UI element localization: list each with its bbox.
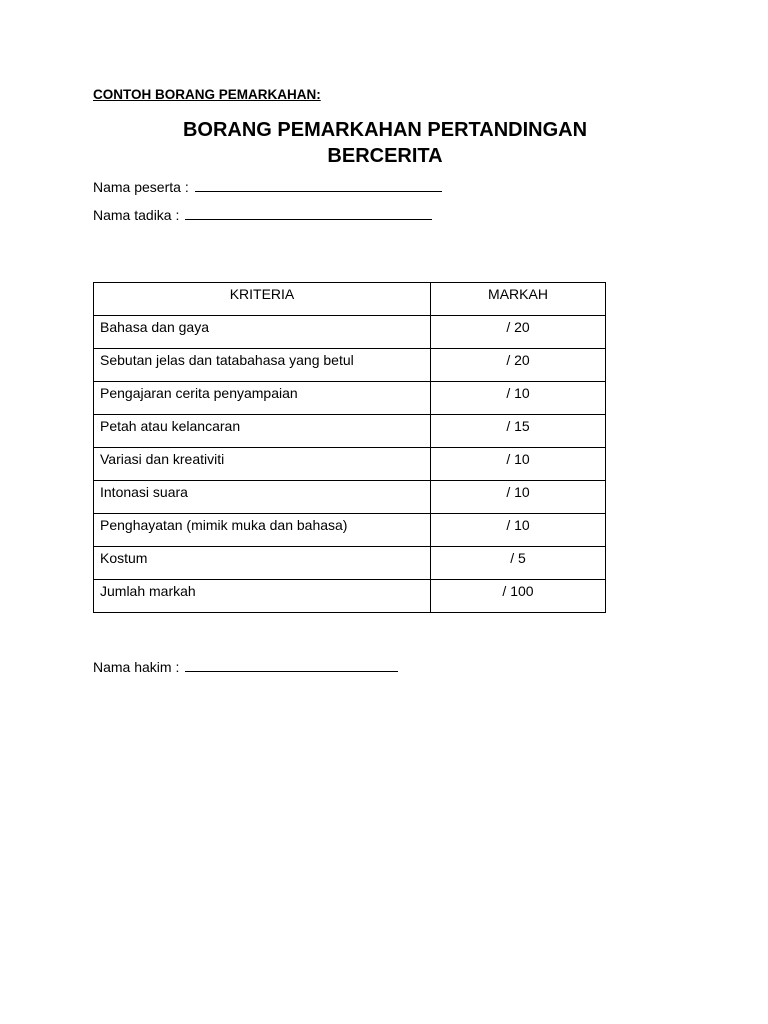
kriteria-cell: Petah atau kelancaran xyxy=(94,415,431,448)
kriteria-cell: Pengajaran cerita penyampaian xyxy=(94,382,431,415)
markah-cell: / 10 xyxy=(431,514,606,547)
kriteria-cell: Jumlah markah xyxy=(94,580,431,613)
table-row xyxy=(94,382,606,415)
document-heading: CONTOH BORANG PEMARKAHAN: xyxy=(93,87,321,102)
nama-tadika-blank-line[interactable] xyxy=(185,207,432,220)
markah-cell: / 20 xyxy=(431,349,606,382)
kriteria-cell: Sebutan jelas dan tatabahasa yang betul xyxy=(94,349,431,382)
nama-peserta-label: Nama peserta : xyxy=(93,179,189,195)
table-row xyxy=(94,349,606,382)
table-row xyxy=(94,580,606,613)
kriteria-cell: Intonasi suara xyxy=(94,481,431,514)
table-row xyxy=(94,415,606,448)
table-row xyxy=(94,481,606,514)
table-header-row xyxy=(94,283,606,316)
table-row xyxy=(94,316,606,349)
header-markah: MARKAH xyxy=(431,283,606,316)
table-row xyxy=(94,514,606,547)
kriteria-cell: Variasi dan kreativiti xyxy=(94,448,431,481)
kriteria-cell: Bahasa dan gaya xyxy=(94,316,431,349)
nama-peserta-blank-line[interactable] xyxy=(195,179,442,192)
nama-hakim-label: Nama hakim : xyxy=(93,659,180,675)
kriteria-cell: Kostum xyxy=(94,547,431,580)
nama-hakim-blank-line[interactable] xyxy=(185,659,398,672)
markah-cell: / 10 xyxy=(431,382,606,415)
markah-cell: / 100 xyxy=(431,580,606,613)
form-title-line-2: BERCERITA xyxy=(327,145,443,167)
kriteria-cell: Penghayatan (mimik muka dan bahasa) xyxy=(94,514,431,547)
nama-tadika-label: Nama tadika : xyxy=(93,207,180,223)
markah-cell: / 5 xyxy=(431,547,606,580)
scoring-table xyxy=(93,282,606,613)
markah-cell: / 15 xyxy=(431,415,606,448)
table-row xyxy=(94,547,606,580)
markah-cell: / 10 xyxy=(431,448,606,481)
form-title-line-1: BORANG PEMARKAHAN PERTANDINGAN xyxy=(182,119,588,141)
form-title xyxy=(93,117,677,169)
nama-tadika-field xyxy=(93,207,432,223)
header-kriteria: KRITERIA xyxy=(94,283,431,316)
markah-cell: / 20 xyxy=(431,316,606,349)
table-row xyxy=(94,448,606,481)
markah-cell: / 10 xyxy=(431,481,606,514)
nama-hakim-field xyxy=(93,659,398,675)
nama-peserta-field xyxy=(93,179,442,195)
